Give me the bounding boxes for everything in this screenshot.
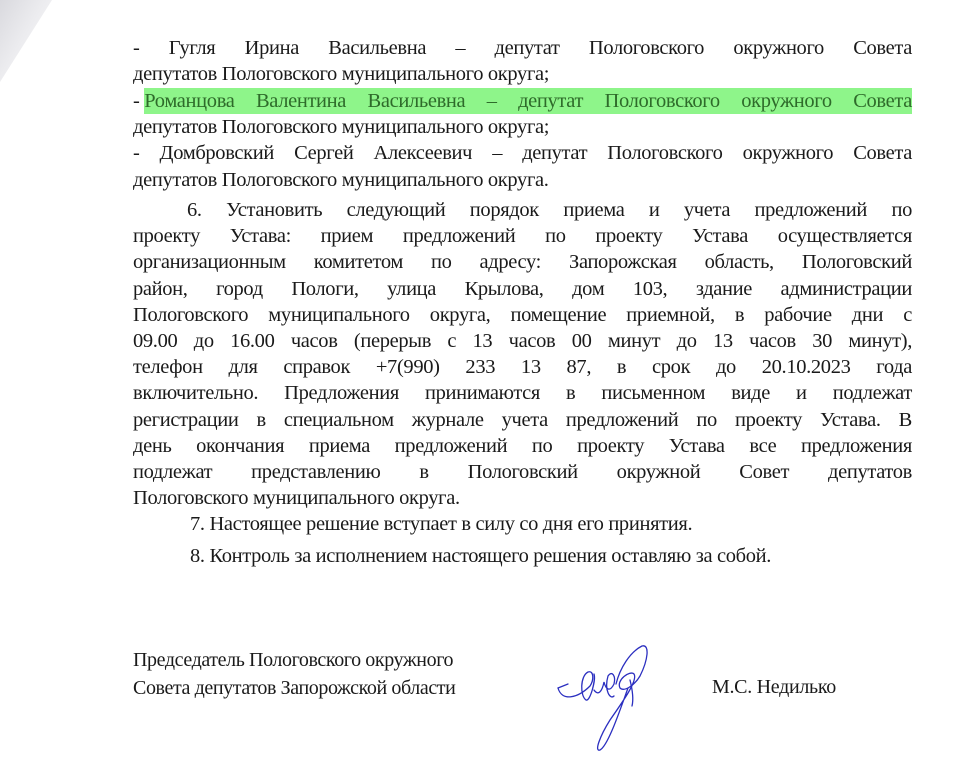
- signatory-name: М.С. Недилько: [712, 676, 836, 698]
- text-line: 09.00 до 16.00 часов (перерыв с 13 часов 00 минут до 13 часов 30 минут),: [133, 330, 912, 352]
- text-line: подлежат представлению в Пологовский окружной Совет депутатов: [133, 461, 912, 483]
- text-line: депутатов Пологовского муниципального округа;: [133, 116, 550, 138]
- text-line: телефон для справок +7(990) 233 13 87, в срок до 20.10.2023 года: [133, 356, 912, 378]
- paragraph-7: 7. Настоящее решение вступает в силу со дня его принятия.: [190, 513, 693, 535]
- text-line: Пологовского муниципального округа.: [133, 487, 460, 509]
- paragraph-8: 8. Контроль за исполнением настоящего решения оставляю за собой.: [190, 545, 772, 567]
- text-line: район, город Пологи, улица Крылова, дом 103, здание администрации: [133, 278, 912, 300]
- text-line: проекту Устава: прием предложений по проекту Устава осуществляется: [133, 225, 912, 247]
- text-line: день окончания приема предложений по проекту Устава все предложения: [133, 435, 912, 457]
- scan-page-edge: [0, 0, 60, 90]
- text-line: организационным комитетом по адресу: Запорожская область, Пологовский: [133, 251, 912, 273]
- signatory-title-line1: Председатель Пологовского окружного: [133, 649, 454, 671]
- paragraph-6-start: 6. Установить следующий порядок приема и учета предложений по: [187, 199, 912, 221]
- text-line: включительно. Предложения принимаются в письменном виде и подлежат: [133, 382, 912, 404]
- text-line: депутатов Пологовского муниципального округа;: [133, 63, 550, 85]
- text-line: - Домбровский Сергей Алексеевич – депутат Пологовского окружного Совета: [133, 142, 912, 164]
- text-line: регистрации в специальном журнале учета предложений по проекту Устава. В: [133, 409, 912, 431]
- text-line: депутатов Пологовского муниципального округа.: [133, 169, 549, 191]
- highlighted-text: Романцова Валентина Васильевна – депутат Пологовского окружного Совета: [144, 90, 912, 112]
- text-line: Пологовского муниципального округа, помещение приемной, в рабочие дни с: [133, 304, 912, 326]
- signatory-title-line2: Совета депутатов Запорожской области: [133, 677, 456, 699]
- text-line: - Гугля Ирина Васильевна – депутат Пологовского окружного Совета: [133, 37, 912, 59]
- handwritten-signature: [550, 640, 660, 757]
- highlighted-line: [133, 88, 912, 114]
- dash: -: [133, 90, 145, 112]
